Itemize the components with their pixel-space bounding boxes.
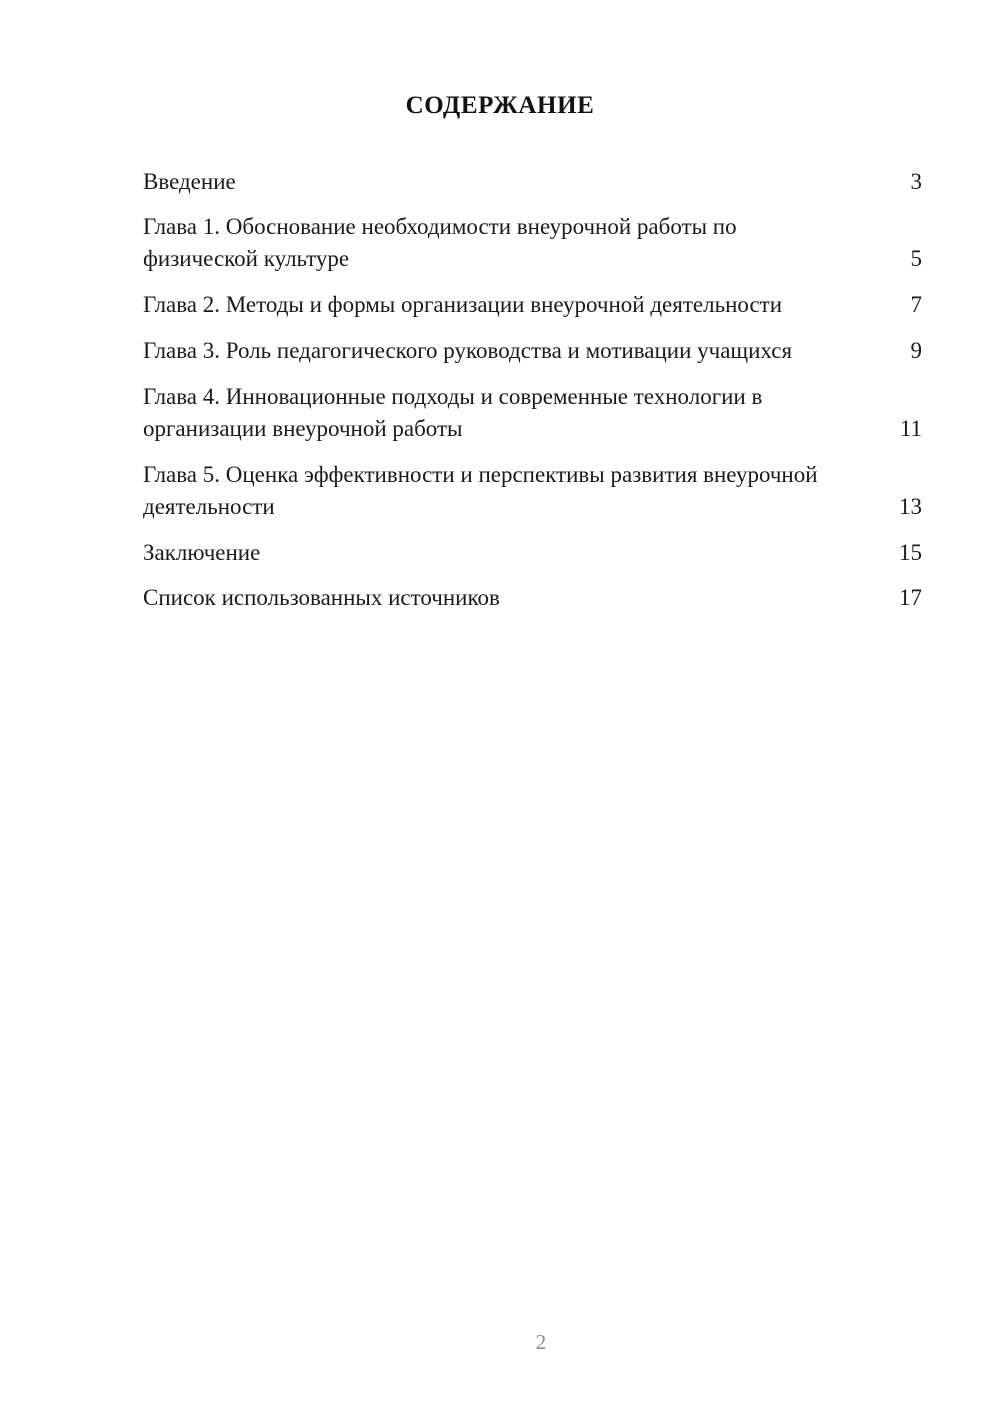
page-folio: 2 [535,1330,547,1354]
toc-entry-label: Глава 5. Оценка эффективности и перспективы развития внеурочной деятельности [143,462,818,519]
toc-entry-page: 11 [899,416,922,441]
toc-entry-page: 7 [910,292,922,317]
toc-entry-label: Глава 2. Методы и формы организации внеурочной деятельности [143,292,783,317]
toc-entry[interactable] [143,537,922,569]
toc-entry-label: Введение [143,169,236,194]
toc-entry[interactable] [143,166,922,198]
toc-entry-label: Глава 4. Инновационные подходы и современные технологии в организации внеурочной работы [143,384,763,441]
table-of-contents [143,166,922,627]
toc-entry[interactable] [143,289,922,321]
toc-entry[interactable] [143,335,922,367]
toc-entry-page: 3 [910,169,922,194]
toc-entry-page: 5 [910,246,922,271]
page-title: СОДЕРЖАНИЕ [405,92,595,119]
toc-entry-label: Заключение [143,540,261,565]
toc-entry-page: 13 [899,494,922,519]
toc-entry[interactable] [143,211,922,275]
toc-entry[interactable] [143,381,922,445]
toc-entry-page: 17 [899,585,922,610]
toc-entry-page: 15 [899,540,922,565]
toc-entry-label: Глава 1. Обоснование необходимости внеурочной работы по физической культуре [143,214,737,271]
toc-entry[interactable] [143,459,922,523]
toc-entry-label: Глава 3. Роль педагогического руководства и мотивации учащихся [143,338,793,363]
toc-entry-page: 9 [910,338,922,363]
toc-entry[interactable] [143,582,922,614]
toc-entry-label: Список использованных источников [143,585,500,610]
